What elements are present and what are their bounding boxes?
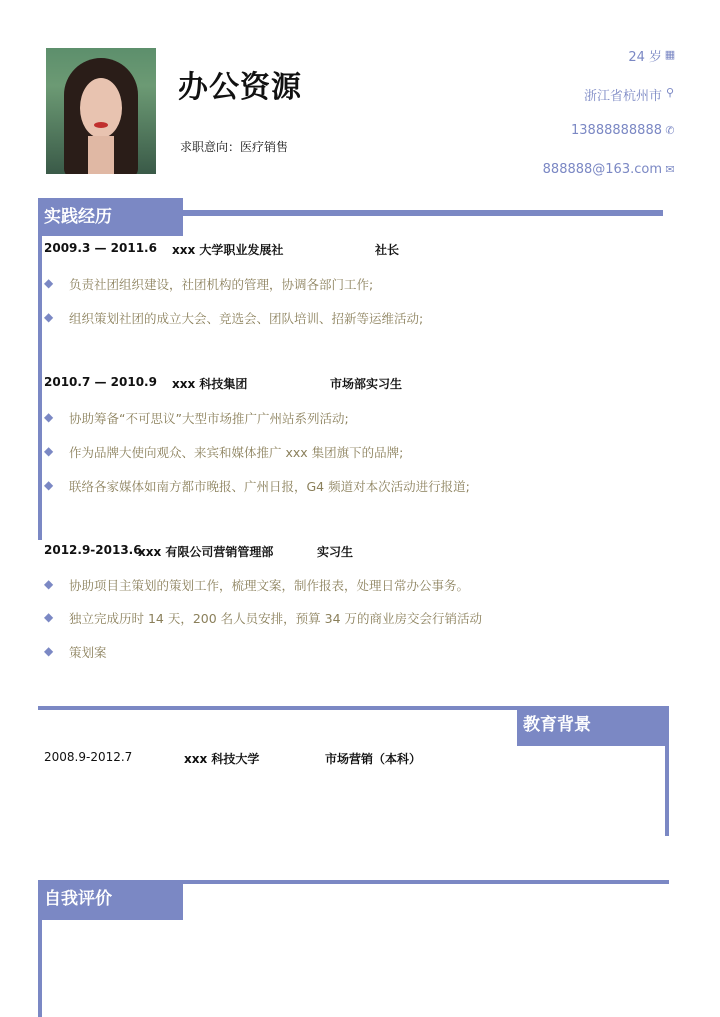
job-org: xxx 有限公司营销管理部 bbox=[138, 545, 274, 559]
age: 24 岁 bbox=[628, 50, 662, 65]
job-bullet: 负责社团组织建设，社团机构的管理，协调各部门工作; bbox=[69, 277, 374, 292]
phone-icon: ✆ bbox=[665, 124, 675, 137]
diamond-bullet-icon: ◆ bbox=[44, 610, 54, 624]
job-date: 2009.3 — 2011.6 bbox=[44, 241, 157, 255]
email: 888888@163.com bbox=[542, 162, 662, 177]
calendar-icon: ▦ bbox=[664, 48, 676, 61]
job-bullet: 协助项目主策划的策划工作，梳理文案，制作报表，处理日常办公事务。 bbox=[69, 578, 470, 593]
job-org: xxx 大学职业发展社 bbox=[172, 243, 284, 257]
section-title-practice: 实践经历 bbox=[38, 198, 183, 236]
section-title-self-eval: 自我评价 bbox=[38, 880, 183, 920]
diamond-bullet-icon: ◆ bbox=[44, 644, 54, 658]
profile-photo bbox=[46, 48, 156, 174]
job-bullet: 作为品牌大使向观众、来宾和媒体推广 xxx 集团旗下的品牌; bbox=[69, 445, 404, 460]
edu-school: xxx 科技大学 bbox=[184, 752, 260, 766]
diamond-bullet-icon: ◆ bbox=[44, 410, 54, 424]
edu-major: 市场营销（本科） bbox=[325, 752, 422, 766]
job-date: 2010.7 — 2010.9 bbox=[44, 375, 157, 389]
job-bullet: 独立完成历时 14 天，200 名人员安排，预算 34 万的商业房交会行销活动 bbox=[69, 611, 483, 626]
diamond-bullet-icon: ◆ bbox=[44, 310, 54, 324]
job-bullet: 组织策划社团的成立大会、竞选会、团队培训、招新等运维活动; bbox=[69, 311, 424, 326]
location: 浙江省杭州市 bbox=[583, 89, 662, 104]
edu-date: 2008.9-2012.7 bbox=[44, 750, 133, 764]
diamond-bullet-icon: ◆ bbox=[44, 276, 54, 290]
job-bullet: 协助筹备“不可思议”大型市场推广广州站系列活动; bbox=[69, 411, 349, 426]
section-side-bar bbox=[38, 920, 42, 1017]
diamond-bullet-icon: ◆ bbox=[44, 444, 54, 458]
job-intent: 求职意向：医疗销售 bbox=[180, 140, 289, 154]
candidate-name: 办公资源 bbox=[178, 70, 302, 105]
job-role: 实习生 bbox=[317, 545, 354, 559]
mail-icon: ✉ bbox=[665, 163, 675, 176]
location-pin-icon: ⚲ bbox=[665, 86, 675, 99]
diamond-bullet-icon: ◆ bbox=[44, 577, 54, 591]
job-bullet: 策划案 bbox=[69, 645, 107, 660]
job-role: 市场部实习生 bbox=[330, 377, 403, 391]
job-role: 社长 bbox=[375, 243, 400, 257]
section-side-bar bbox=[38, 236, 42, 540]
job-org: xxx 科技集团 bbox=[172, 377, 248, 391]
job-bullet: 联络各家媒体如南方都市晚报、广州日报，G4 频道对本次活动进行报道; bbox=[69, 479, 470, 494]
section-divider bbox=[183, 210, 663, 216]
phone: 13888888888 bbox=[571, 123, 662, 138]
section-title-education: 教育背景 bbox=[517, 706, 669, 746]
diamond-bullet-icon: ◆ bbox=[44, 478, 54, 492]
job-date: 2012.9-2013.6 bbox=[44, 543, 142, 557]
section-side-bar bbox=[665, 746, 669, 836]
